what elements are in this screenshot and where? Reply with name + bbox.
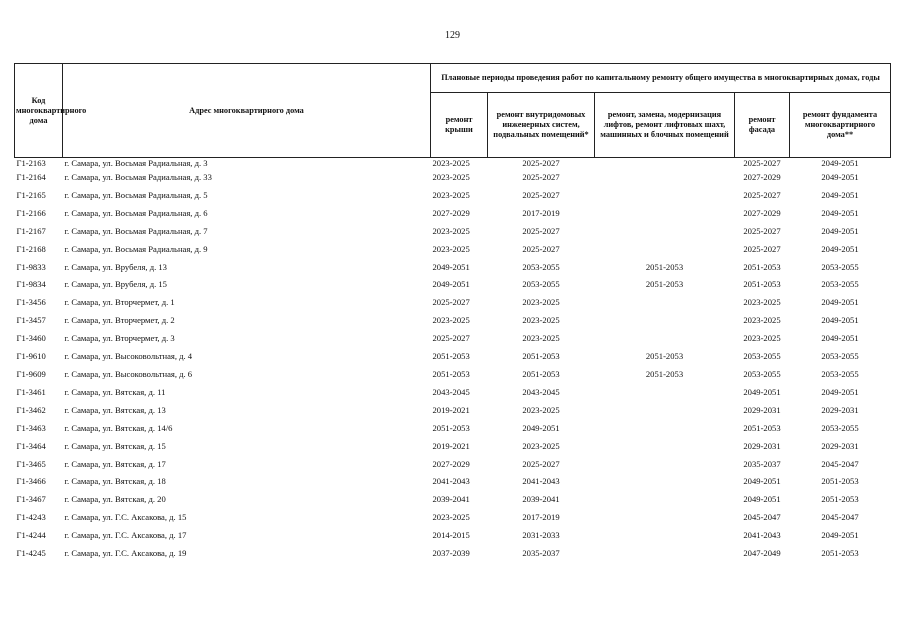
cell-engineering: 2023-2025 (522, 315, 560, 326)
cell-elevators (595, 158, 735, 170)
cell-foundation: 2053-2055 (821, 368, 859, 379)
table-row (15, 223, 891, 241)
cell-foundation: 2045-2047 (821, 458, 859, 469)
cell-engineering: 2025-2027 (522, 189, 560, 200)
page-number: 129 (445, 30, 460, 41)
cell-code: Г1-4245 (16, 548, 46, 559)
cell-foundation: 2049-2051 (821, 225, 859, 236)
cell-facade: 2045-2047 (743, 512, 781, 523)
cell-facade: 2029-2031 (743, 404, 781, 415)
cell-address: г. Самара, ул. Г.С. Аксакова, д. 19 (64, 548, 187, 559)
cell-roof: 2051-2053 (432, 422, 470, 433)
cell-code: Г1-2166 (16, 207, 46, 218)
cell-foundation: 2053-2055 (821, 279, 859, 290)
cell-roof: 2027-2029 (432, 458, 470, 469)
cell-elevators (595, 545, 735, 563)
cell-address: г. Самара, ул. Восьмая Радиальная, д. 7 (64, 225, 208, 236)
cell-foundation: 2049-2051 (821, 386, 859, 397)
cell-elevators (595, 402, 735, 420)
cell-address: г. Самара, ул. Врубеля, д. 15 (64, 279, 167, 290)
cell-address: г. Самара, ул. Вторчермет, д. 2 (64, 315, 175, 326)
cell-roof: 2041-2043 (432, 476, 470, 487)
cell-roof: 2023-2025 (432, 512, 470, 523)
cell-address: г. Самара, ул. Восьмая Радиальная, д. 6 (64, 207, 208, 218)
cell-facade: 2027-2029 (743, 172, 781, 182)
cell-address: г. Самара, ул. Вторчермет, д. 1 (64, 297, 175, 308)
cell-elevators (595, 491, 735, 509)
cell-facade: 2025-2027 (743, 158, 781, 168)
cell-elevators (595, 527, 735, 545)
cell-facade: 2051-2053 (743, 422, 781, 433)
cell-address: г. Самара, ул. Вятская, д. 20 (64, 494, 166, 505)
cell-foundation: 2029-2031 (821, 440, 859, 451)
cell-engineering: 2025-2027 (522, 172, 560, 182)
cell-foundation: 2049-2051 (821, 158, 859, 168)
cell-address: г. Самара, ул. Высоковольтная, д. 6 (64, 368, 193, 379)
cell-address: г. Самара, ул. Вятская, д. 17 (64, 458, 166, 469)
cell-elevators (595, 438, 735, 456)
cell-elevators (595, 420, 735, 438)
cell-address: г. Самара, ул. Г.С. Аксакова, д. 17 (64, 530, 187, 541)
header-engineering: ремонт внутридомовых инженерных систем, подвальных помещений* (488, 93, 595, 158)
cell-foundation: 2053-2055 (821, 351, 859, 362)
cell-foundation: 2049-2051 (821, 315, 859, 326)
cell-engineering: 2023-2025 (522, 297, 560, 308)
cell-roof: 2023-2025 (432, 158, 470, 168)
cell-engineering: 2023-2025 (522, 333, 560, 344)
cell-code: Г1-2167 (16, 225, 46, 236)
cell-code: Г1-2164 (16, 172, 46, 182)
cell-address: г. Самара, ул. Вторчермет, д. 3 (64, 333, 175, 344)
cell-engineering: 2025-2027 (522, 225, 560, 236)
cell-facade: 2025-2027 (743, 243, 781, 254)
cell-engineering: 2017-2019 (522, 207, 560, 218)
cell-roof: 2025-2027 (432, 333, 470, 344)
cell-address: г. Самара, ул. Восьмая Радиальная, д. 3 (64, 158, 208, 168)
cell-engineering: 2025-2027 (522, 158, 560, 168)
cell-engineering: 2023-2025 (522, 404, 560, 415)
cell-foundation: 2029-2031 (821, 404, 859, 415)
cell-roof: 2019-2021 (432, 440, 470, 451)
cell-facade: 2025-2027 (743, 189, 781, 200)
cell-code: Г1-9610 (16, 351, 46, 362)
cell-elevators: 2051-2053 (645, 279, 684, 290)
cell-address: г. Самара, ул. Вятская, д. 15 (64, 440, 166, 451)
cell-roof: 2037-2039 (432, 548, 470, 559)
table-row (15, 384, 891, 402)
cell-roof: 2023-2025 (432, 315, 470, 326)
table-row (15, 545, 891, 563)
table-row (15, 402, 891, 420)
cell-facade: 2035-2037 (743, 458, 781, 469)
cell-code: Г1-3466 (16, 476, 46, 487)
header-code: Код многоквартирного дома (15, 64, 63, 158)
table-row (15, 158, 891, 170)
table-row (15, 366, 891, 384)
cell-address: г. Самара, ул. Высоковольтная, д. 4 (64, 351, 193, 362)
cell-facade: 2023-2025 (743, 297, 781, 308)
cell-elevators (595, 205, 735, 223)
table-row (15, 312, 891, 330)
cell-facade: 2053-2055 (743, 368, 781, 379)
cell-code: Г1-4243 (16, 512, 46, 523)
table-row (15, 456, 891, 474)
cell-engineering: 2051-2053 (522, 351, 560, 362)
cell-address: г. Самара, ул. Восьмая Радиальная, д. 33 (64, 172, 212, 182)
cell-roof: 2025-2027 (432, 297, 470, 308)
table-row (15, 509, 891, 527)
cell-engineering: 2053-2055 (522, 261, 560, 272)
table-row (15, 259, 891, 277)
cell-facade: 2041-2043 (743, 530, 781, 541)
cell-code: Г1-3464 (16, 440, 46, 451)
cell-foundation: 2049-2051 (821, 530, 859, 541)
cell-foundation: 2049-2051 (821, 297, 859, 308)
cell-engineering: 2039-2041 (522, 494, 560, 505)
cell-foundation: 2049-2051 (821, 333, 859, 344)
cell-address: г. Самара, ул. Вятская, д. 11 (64, 386, 166, 397)
table-row (15, 330, 891, 348)
cell-code: Г1-3465 (16, 458, 46, 469)
cell-foundation: 2051-2053 (821, 548, 859, 559)
cell-facade: 2051-2053 (743, 279, 781, 290)
cell-facade: 2023-2025 (743, 333, 781, 344)
cell-foundation: 2053-2055 (821, 422, 859, 433)
cell-engineering: 2043-2045 (522, 386, 560, 397)
repair-schedule-table (14, 63, 891, 563)
cell-foundation: 2049-2051 (821, 172, 859, 182)
cell-elevators (595, 473, 735, 491)
cell-facade: 2027-2029 (743, 207, 781, 218)
cell-foundation: 2051-2053 (821, 476, 859, 487)
cell-foundation: 2045-2047 (821, 512, 859, 523)
cell-roof: 2043-2045 (432, 386, 470, 397)
cell-engineering: 2041-2043 (522, 476, 560, 487)
cell-code: Г1-3457 (16, 315, 46, 326)
cell-address: г. Самара, ул. Вятская, д. 13 (64, 404, 166, 415)
cell-elevators: 2051-2053 (645, 261, 684, 272)
header-facade: ремонт фасада (735, 93, 790, 158)
cell-roof: 2023-2025 (432, 189, 470, 200)
cell-foundation: 2049-2051 (821, 207, 859, 218)
cell-elevators (595, 187, 735, 205)
cell-elevators (595, 330, 735, 348)
cell-code: Г1-9833 (16, 261, 46, 272)
cell-code: Г1-3462 (16, 404, 46, 415)
header-elevators: ремонт, замена, модернизация лифтов, ремонт лифтовых шахт, машинных и блочных помещений (595, 93, 735, 158)
cell-code: Г1-3461 (16, 386, 46, 397)
cell-roof: 2023-2025 (432, 172, 470, 182)
table-row (15, 294, 891, 312)
cell-foundation: 2053-2055 (821, 261, 859, 272)
cell-elevators (595, 294, 735, 312)
cell-engineering: 2017-2019 (522, 512, 560, 523)
table-row (15, 491, 891, 509)
cell-facade: 2025-2027 (743, 225, 781, 236)
table-row (15, 205, 891, 223)
cell-address: г. Самара, ул. Врубеля, д. 13 (64, 261, 167, 272)
cell-code: Г1-3467 (16, 494, 46, 505)
table-body (15, 158, 891, 563)
cell-engineering: 2053-2055 (522, 279, 560, 290)
cell-elevators (595, 223, 735, 241)
table-row (15, 276, 891, 294)
cell-elevators (595, 312, 735, 330)
table-row (15, 241, 891, 259)
cell-code: Г1-3460 (16, 333, 46, 344)
cell-elevators (595, 169, 735, 187)
cell-code: Г1-2165 (16, 189, 46, 200)
cell-roof: 2014-2015 (432, 530, 470, 541)
cell-elevators (595, 241, 735, 259)
cell-address: г. Самара, ул. Восьмая Радиальная, д. 9 (64, 243, 208, 254)
cell-engineering: 2023-2025 (522, 440, 560, 451)
cell-address: г. Самара, ул. Вятская, д. 18 (64, 476, 166, 487)
cell-code: Г1-4244 (16, 530, 46, 541)
cell-facade: 2051-2053 (743, 261, 781, 272)
header-planned-periods: Плановые периоды проведения работ по капитальному ремонту общего имущества в многоквартирных домах, годы (431, 64, 891, 93)
cell-roof: 2027-2029 (432, 207, 470, 218)
header-address: Адрес многоквартирного дома (63, 64, 431, 158)
cell-facade: 2023-2025 (743, 315, 781, 326)
table-row (15, 438, 891, 456)
header-foundation: ремонт фундамента многоквартирного дома** (790, 93, 891, 158)
cell-roof: 2051-2053 (432, 368, 470, 379)
cell-engineering: 2051-2053 (522, 368, 560, 379)
cell-engineering: 2049-2051 (522, 422, 560, 433)
cell-code: Г1-9834 (16, 279, 46, 290)
cell-elevators (595, 384, 735, 402)
table-row (15, 348, 891, 366)
cell-elevators: 2051-2053 (645, 368, 684, 379)
cell-facade: 2049-2051 (743, 494, 781, 505)
table-row (15, 473, 891, 491)
cell-facade: 2049-2051 (743, 476, 781, 487)
cell-code: Г1-2168 (16, 243, 46, 254)
cell-address: г. Самара, ул. Г.С. Аксакова, д. 15 (64, 512, 187, 523)
table-row (15, 527, 891, 545)
cell-foundation: 2049-2051 (821, 189, 859, 200)
cell-foundation: 2051-2053 (821, 494, 859, 505)
cell-engineering: 2035-2037 (522, 548, 560, 559)
cell-roof: 2051-2053 (432, 351, 470, 362)
cell-roof: 2019-2021 (432, 404, 470, 415)
cell-facade: 2049-2051 (743, 386, 781, 397)
cell-engineering: 2025-2027 (522, 458, 560, 469)
cell-code: Г1-3456 (16, 297, 46, 308)
cell-roof: 2049-2051 (432, 261, 470, 272)
cell-code: Г1-2163 (16, 158, 46, 168)
cell-address: г. Самара, ул. Восьмая Радиальная, д. 5 (64, 189, 208, 200)
cell-foundation: 2049-2051 (821, 243, 859, 254)
cell-facade: 2029-2031 (743, 440, 781, 451)
cell-code: Г1-9609 (16, 368, 46, 379)
cell-elevators (595, 456, 735, 474)
cell-address: г. Самара, ул. Вятская, д. 14/6 (64, 422, 173, 433)
cell-facade: 2047-2049 (743, 548, 781, 559)
cell-facade: 2053-2055 (743, 351, 781, 362)
table-row (15, 187, 891, 205)
table-header (15, 64, 891, 158)
cell-engineering: 2031-2033 (522, 530, 560, 541)
cell-roof: 2039-2041 (432, 494, 470, 505)
header-roof: ремонт крыши (431, 93, 488, 158)
cell-engineering: 2025-2027 (522, 243, 560, 254)
cell-elevators: 2051-2053 (645, 351, 684, 362)
cell-roof: 2023-2025 (432, 225, 470, 236)
table-row (15, 169, 891, 187)
cell-elevators (595, 509, 735, 527)
table-row (15, 420, 891, 438)
cell-roof: 2023-2025 (432, 243, 470, 254)
cell-code: Г1-3463 (16, 422, 46, 433)
cell-roof: 2049-2051 (432, 279, 470, 290)
